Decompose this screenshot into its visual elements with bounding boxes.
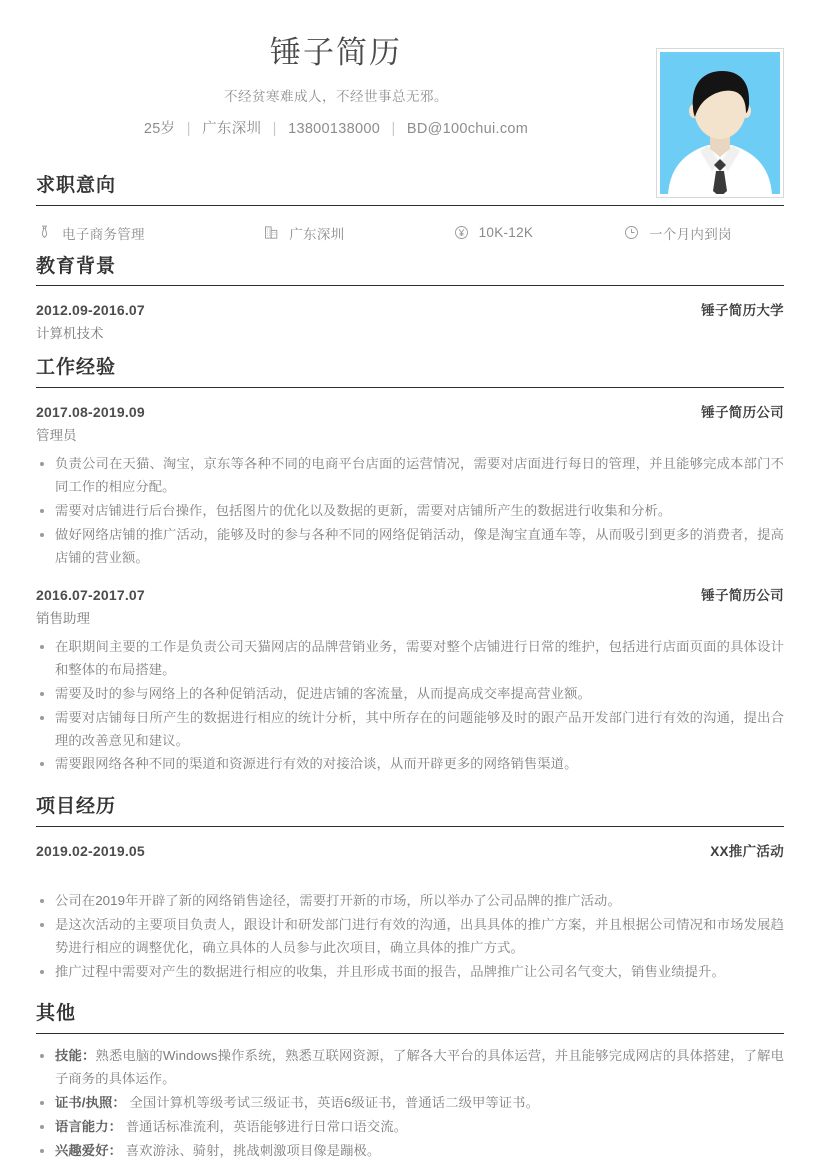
intent-item-position xyxy=(36,223,263,243)
section-title-work-experience: 工作经验 xyxy=(36,356,117,378)
list-item xyxy=(36,1045,784,1091)
other-label: 证书/执照： xyxy=(55,1094,126,1110)
entry-role: 管理员 xyxy=(36,427,77,443)
other-text: 喜欢游泳、骑射，挑战刺激项目像是蹦极。 xyxy=(121,1142,381,1158)
project-entry xyxy=(36,827,784,983)
entry-bullet-list xyxy=(36,636,784,776)
spacer xyxy=(36,777,784,793)
building-icon xyxy=(263,224,280,241)
list-item: 公司在2019年开辟了新的网络销售途径，需要打开新的市场，所以举办了公司品牌的推广活动。 xyxy=(36,890,784,913)
section-title-job-intention: 求职意向 xyxy=(36,175,117,196)
tie-icon xyxy=(36,224,53,241)
contact-phone: 13800138000 xyxy=(288,121,381,137)
contact-divider: | xyxy=(391,121,396,137)
page-title: 锤子简历 xyxy=(270,35,402,70)
other-label: 兴趣爱好： xyxy=(55,1142,122,1158)
other-text: 全国计算机等级考试三级证书，英语6级证书，普通话二级甲等证书。 xyxy=(125,1094,539,1110)
other-text: 普通话标准流利，英语能够进行日常口语交流。 xyxy=(121,1118,408,1134)
avatar-illustration-icon xyxy=(660,52,780,194)
list-item: 需要对店铺每日所产生的数据进行相应的统计分析，其中所存在的问题能够及时的跟产品开发部门进行有效的沟通，提出合理的改善意见和建议。 xyxy=(36,707,784,753)
section-divider xyxy=(36,1033,784,1034)
intent-label-salary: 10K-12K xyxy=(478,225,534,241)
section-title-education: 教育背景 xyxy=(36,255,117,277)
list-item: 是这次活动的主要项目负责人，跟设计和研发部门进行有效的沟通，出具具体的推广方案，并且根据公司情况和市场发展趋势进行相应的调整优化，确立具体的人员参与此次项目，确立具体的推广方式。 xyxy=(36,914,784,960)
entry-header xyxy=(36,840,784,860)
section-project-experience xyxy=(36,795,784,1000)
list-item: 需要跟网络各种不同的渠道和资源进行有效的对接洽谈，从而开辟更多的网络销售渠道。 xyxy=(36,753,784,776)
entry-header xyxy=(36,299,784,319)
header-text-block xyxy=(36,34,636,141)
entry-date: 2019.02-2019.05 xyxy=(36,842,145,859)
intent-item-location xyxy=(263,223,452,243)
contact-email: BD@100chui.com xyxy=(406,121,529,137)
intent-item-availability xyxy=(623,223,784,243)
avatar-photo xyxy=(660,52,780,194)
contact-location: 广东深圳 xyxy=(202,121,262,137)
contact-line xyxy=(36,119,636,141)
spacer xyxy=(36,345,784,354)
contact-age: 25岁 xyxy=(143,121,176,137)
entry-header xyxy=(36,584,784,604)
list-item: 需要及时的参与网络上的各种促销活动，促进店铺的客流量，从而提高成交率提高营业额。 xyxy=(36,683,784,706)
entry-date: 2016.07-2017.07 xyxy=(36,586,145,603)
education-entry xyxy=(36,286,784,345)
list-item: 推广过程中需要对产生的数据进行相应的收集，并且形成书面的报告，品牌推广让公司名气变大，销售业绩提升。 xyxy=(36,961,784,984)
entry-organization: 锤子简历公司 xyxy=(701,404,784,420)
contact-divider: | xyxy=(272,121,277,137)
list-item xyxy=(36,1092,784,1115)
work-entry xyxy=(36,571,784,777)
entry-date: 2017.08-2019.09 xyxy=(36,403,145,420)
other-text: 熟悉电脑的Windows操作系统，熟悉互联网资源，了解各大平台的具体运营，并且能够完成网店的具体搭建，了解电子商务的具体运作。 xyxy=(55,1048,784,1086)
other-label: 语言能力： xyxy=(55,1118,122,1134)
section-title-other: 其他 xyxy=(36,1003,77,1025)
entry-major: 计算机技术 xyxy=(36,326,104,342)
section-work-experience xyxy=(36,356,784,793)
work-entry xyxy=(36,388,784,570)
entry-organization: 锤子简历公司 xyxy=(701,587,784,603)
entry-bullet-list xyxy=(36,890,784,983)
intent-label-location: 广东深圳 xyxy=(289,226,345,242)
list-item: 做好网络店铺的推广活动，能够及时的参与各种不同的网络促销活动，像是淘宝直通车等，从而吸引到更多的消费者，提高店铺的营业额。 xyxy=(36,524,784,570)
section-education xyxy=(36,255,784,354)
entry-role: 销售助理 xyxy=(36,610,90,626)
entry-project-name: XX推广活动 xyxy=(710,843,784,859)
entry-header xyxy=(36,401,784,421)
list-item xyxy=(36,1140,784,1162)
list-item: 在职期间主要的工作是负责公司天猫网店的品牌营销业务，需要对整个店铺进行日常的维护，包括进行店面页面的具体设计和整体的布局搭建。 xyxy=(36,636,784,682)
personal-motto: 不经贫寒难成人，不经世事总无邪。 xyxy=(224,88,448,104)
list-item xyxy=(36,1116,784,1139)
entry-role xyxy=(36,864,784,883)
contact-divider: | xyxy=(186,121,191,137)
section-title-project-experience: 项目经历 xyxy=(36,796,117,818)
other-label: 技能： xyxy=(55,1048,96,1064)
intent-item-salary xyxy=(453,224,623,241)
list-item: 需要对店铺进行后台操作，包括图片的优化以及数据的更新，需要对店铺所产生的数据进行收集和分析。 xyxy=(36,500,784,523)
yuan-circle-icon xyxy=(453,224,470,241)
entry-organization: 锤子简历大学 xyxy=(701,303,784,319)
entry-bullet-list xyxy=(36,453,784,569)
list-item: 负责公司在天猫、淘宝，京东等各种不同的电商平台店面的运营情况，需要对店面进行每日的管理，并且能够完成本部门不同工作的相应分配。 xyxy=(36,453,784,499)
resume-header xyxy=(36,0,784,172)
intent-label-position: 电子商务管理 xyxy=(62,226,145,242)
intent-label-availability: 一个月内到岗 xyxy=(649,226,732,242)
spacer xyxy=(36,984,784,1000)
clock-icon xyxy=(623,224,640,241)
avatar xyxy=(656,48,784,198)
entry-date: 2012.09-2016.07 xyxy=(36,302,145,319)
job-intention-row xyxy=(36,206,784,253)
other-list xyxy=(36,1045,784,1162)
section-other xyxy=(36,1002,784,1162)
